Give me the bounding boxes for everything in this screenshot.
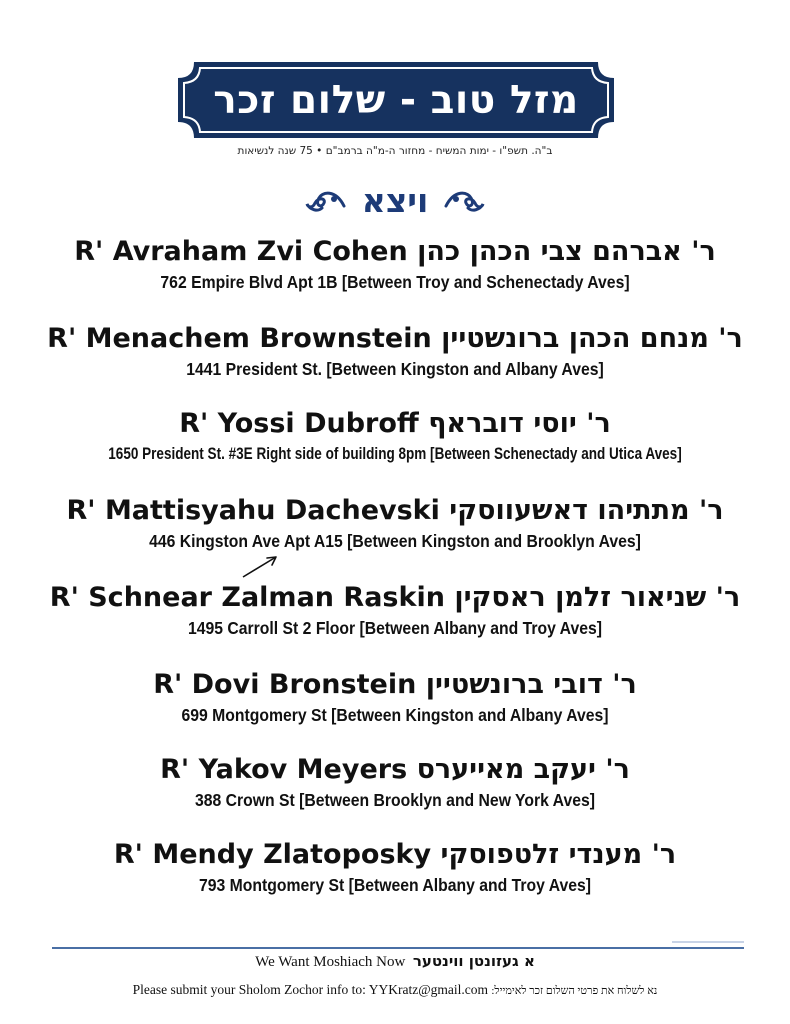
entry-card (0, 493, 790, 553)
name-english: R' Mendy Zlatoposky (113, 839, 432, 870)
footer-divider-faint (672, 941, 744, 943)
entry-name (0, 580, 790, 616)
subtitle: ב"ה. תשפ"ו - ימות המשיח - מחזור ה-מ"ה ברמב"ם • 75 שנה לנשיאות (237, 145, 553, 157)
name-english: R' Schnear Zalman Raskin (49, 582, 445, 613)
name-english: R' Yakov Meyers (160, 754, 408, 785)
name-english: R' Dovi Bronstein (153, 669, 417, 700)
entry-name (0, 667, 790, 703)
name-hebrew: ר' יעקב מאייערס (416, 754, 630, 785)
name-english: R' Mattisyahu Dachevski (66, 495, 440, 526)
footer-submit-info: Please submit your Sholom Zochor info to: YYKratz@gmail.com (132, 982, 488, 997)
name-hebrew: ר' מתתיהו דאשעווסקי (449, 495, 724, 526)
flourish-icon (304, 186, 348, 214)
entry-card (0, 406, 790, 466)
name-english: R' Avraham Zvi Cohen (74, 236, 408, 267)
entry-name (0, 321, 790, 357)
entry-card (0, 837, 790, 897)
entry-address: 1650 President St. #3E Right side of building 8pm [Between Schenectady and Utica Aves] (108, 445, 682, 463)
footer-line-1 (0, 952, 790, 971)
flourish-icon (442, 186, 486, 214)
banner-title: מזל טוב - שלום זכר (213, 77, 579, 123)
arrow-annotation-icon (240, 552, 282, 580)
footer-greeting-hebrew: א געזונטן ווינטער (412, 952, 535, 970)
entry-address: 793 Montgomery St [Between Albany and Troy Aves] (198, 875, 592, 895)
entry-address: 699 Montgomery St [Between Kingston and Albany Aves] (181, 705, 609, 725)
entry-card (0, 752, 790, 812)
entry-card (0, 667, 790, 727)
entry-address: 762 Empire Blvd Apt 1B [Between Troy and Schenectady Aves] (160, 272, 630, 292)
footer-line-2 (0, 982, 790, 998)
entry-card (0, 580, 790, 640)
name-hebrew: ר' שניאור זלמן ראסקין (454, 582, 741, 613)
entry-address: 1441 President St. [Between Kingston and Albany Aves] (186, 359, 604, 379)
name-hebrew: ר' מענדי זלטפוסקי (440, 839, 677, 870)
entry-name (0, 752, 790, 788)
name-hebrew: ר' אברהם צבי הכהן כהן (417, 236, 716, 267)
footer-divider (52, 947, 744, 949)
entry-card (0, 234, 790, 294)
entry-name (0, 493, 790, 529)
footer-submit-hebrew: נא לשלוח את פרטי השלום זכר לאימייל: (491, 985, 658, 997)
entry-name (0, 837, 790, 873)
entry-name (0, 406, 790, 442)
entry-address: 1495 Carroll St 2 Floor [Between Albany and Troy Aves] (188, 618, 602, 638)
entry-name (0, 234, 790, 270)
section-heading (0, 178, 790, 222)
entry-card (0, 321, 790, 381)
name-hebrew: ר' מנחם הכהן ברונשטיין (441, 323, 743, 354)
veyatza-heading: ויצא (361, 180, 429, 220)
name-hebrew: ר' יוסי דובראף (428, 408, 611, 439)
title-banner (172, 56, 620, 144)
name-hebrew: ר' דובי ברונשטיין (425, 669, 637, 700)
footer-slogan: We Want Moshiach Now (255, 954, 406, 970)
entry-address: 446 Kingston Ave Apt A15 [Between Kingston and Brooklyn Aves] (149, 531, 641, 551)
entry-address: 388 Crown St [Between Brooklyn and New York Aves] (195, 790, 595, 810)
name-english: R' Yossi Dubroff (179, 408, 419, 439)
name-english: R' Menachem Brownstein (47, 323, 432, 354)
